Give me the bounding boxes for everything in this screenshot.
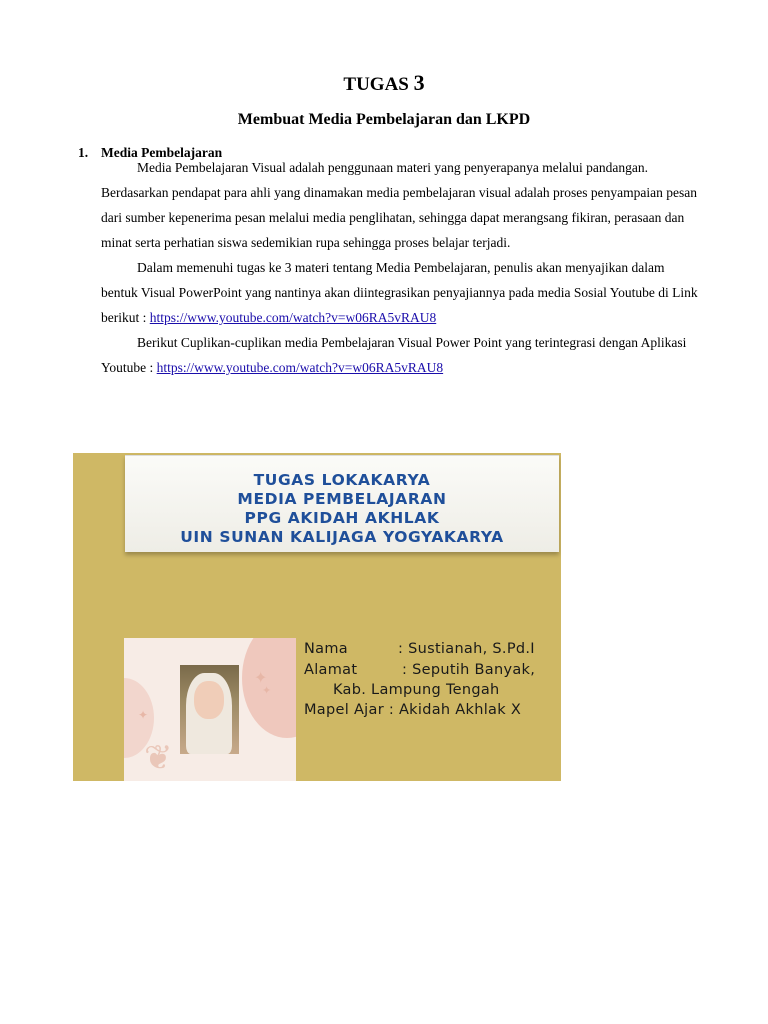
page-title [0, 70, 768, 96]
sparkle-icon: ✦ [138, 708, 149, 722]
profile-photo [180, 665, 239, 754]
profile-info [304, 639, 559, 721]
address-row [304, 660, 559, 681]
banner-line: MEDIA PEMBELAJARAN [237, 490, 447, 508]
title-word: TUGAS [343, 74, 409, 95]
leaf-icon: ❦ [144, 740, 173, 777]
sparkle-icon: ✦ [254, 670, 268, 687]
title-number: 3 [413, 70, 425, 95]
section-media-pembelajaran [78, 145, 698, 380]
address-label: Alamat [304, 662, 358, 678]
paragraph-2-text: Dalam memenuhi tugas ke 3 materi tentang Media Pembelajaran, penulis akan menyajikan dalam bentuk Visual PowerPoint yang nantinya akan diintegrasikan penyajiannya pada media Sosial Youtube di Link berikut : [101, 260, 698, 325]
paragraph-3-text: Berikut Cuplikan-cuplikan media Pembelajaran Visual Power Point yang terintegrasi dengan Aplikasi Youtube : [101, 335, 687, 375]
banner-line: UIN SUNAN KALIJAGA YOGYAKARYA [180, 528, 504, 546]
youtube-link-1[interactable]: https://www.youtube.com/watch?v=w06RA5vRAU8 [149, 310, 437, 325]
youtube-link-2[interactable]: https://www.youtube.com/watch?v=w06RA5vRAU8 [156, 360, 444, 375]
name-label: Nama [304, 641, 348, 657]
section-body [101, 155, 698, 380]
paragraph-3 [101, 330, 698, 380]
banner-line: TUGAS LOKAKARYA [253, 471, 431, 489]
section-title: Media Pembelajaran [101, 145, 223, 160]
slide-banner [125, 455, 559, 552]
name-value: : Sustianah, S.Pd.I [398, 641, 535, 657]
slide-thumbnail [73, 453, 561, 781]
paragraph-2 [101, 255, 698, 330]
name-row [304, 639, 559, 660]
address-value: : Seputih Banyak, [402, 662, 536, 678]
sparkle-icon: ✦ [262, 685, 272, 697]
page-subtitle: Membuat Media Pembelajaran dan LKPD [237, 111, 531, 128]
address-continued: Kab. Lampung Tengah [333, 682, 500, 698]
subject-row: Mapel Ajar : Akidah Akhlak X [304, 702, 522, 718]
section-number: 1. [78, 145, 89, 160]
paragraph-1: Media Pembelajaran Visual adalah penggunaan materi yang penyerapanya melalui pandangan. Berdasarkan pendapat para ahli yang dinamakan media pembelajaran visual adalah proses penyampaian pesan dari sumber kepenerima pesan melalui media penglihatan, sehingga dapat merangsang fikiran, perasaan dan minat serta perhatian siswa sedemikian rupa sehingga proses belajar terjadi. [101, 160, 698, 250]
photo-face [194, 681, 224, 719]
banner-line: PPG AKIDAH AKHLAK [244, 509, 440, 527]
